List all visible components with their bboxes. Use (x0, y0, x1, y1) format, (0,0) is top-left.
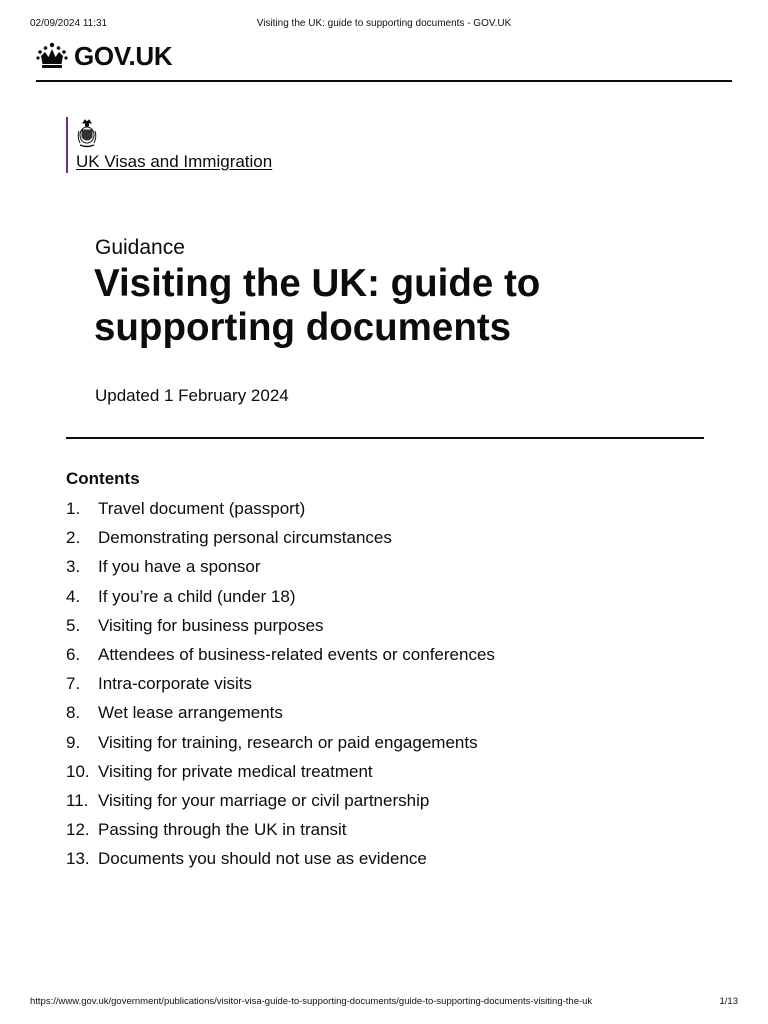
page-title: Visiting the UK: guide to supporting documents (94, 262, 541, 349)
contents-item-number: 6. (66, 644, 81, 664)
contents-item-number: 3. (66, 557, 81, 577)
contents-item[interactable] (66, 789, 686, 818)
contents-item-link[interactable]: Visiting for your marriage or civil partnership (98, 790, 430, 810)
contents-item[interactable] (66, 643, 686, 672)
organisation-logo (66, 117, 272, 173)
contents-item-link[interactable]: Visiting for private medical treatment (98, 761, 373, 781)
contents-item-number: 9. (66, 732, 81, 752)
contents-item[interactable] (66, 701, 686, 730)
updated-date: Updated 1 February 2024 (95, 386, 289, 405)
contents-item-number: 11. (66, 790, 89, 810)
contents-item-link[interactable]: Attendees of business-related events or conferences (98, 644, 495, 664)
document-type-caption: Guidance (95, 236, 185, 259)
contents-item-number: 2. (66, 528, 81, 548)
contents-item-link[interactable]: If you have a sponsor (98, 557, 261, 577)
contents-item[interactable] (66, 585, 686, 614)
contents-item-number: 10. (66, 761, 90, 781)
print-page-number: 1/13 (719, 996, 738, 1007)
contents-item[interactable] (66, 672, 686, 701)
site-header (36, 38, 732, 82)
contents-item[interactable] (66, 614, 686, 643)
contents-item[interactable] (66, 497, 686, 526)
contents-item[interactable] (66, 818, 686, 847)
crown-icon (36, 42, 68, 70)
contents-item-link[interactable]: Visiting for training, research or paid engagements (98, 732, 478, 752)
print-page-title: Visiting the UK: guide to supporting documents - GOV.UK (256, 18, 512, 29)
contents-item-link[interactable]: Demonstrating personal circumstances (98, 528, 392, 548)
contents-item-link[interactable]: Travel document (passport) (98, 499, 306, 518)
contents-item-link[interactable]: Intra-corporate visits (98, 674, 252, 694)
contents-item[interactable] (66, 731, 686, 760)
govuk-logo-text: GOV.UK (74, 41, 173, 71)
govuk-home-link[interactable] (36, 42, 172, 70)
contents-item-link[interactable]: Passing through the UK in transit (98, 820, 347, 840)
contents-item-link[interactable]: If you’re a child (under 18) (98, 586, 296, 606)
royal-arms-crest-icon (76, 117, 98, 149)
contents-heading: Contents (66, 469, 140, 488)
contents-list (66, 497, 686, 876)
contents-item[interactable] (66, 526, 686, 555)
contents-item-number: 7. (66, 674, 81, 694)
contents-item-number: 1. (66, 499, 81, 518)
print-url: https://www.gov.uk/government/publications/visitor-visa-guide-to-supporting-documents/guide-to-supporting-documents-visiting-the-uk (30, 996, 593, 1007)
contents-item[interactable] (66, 847, 686, 876)
contents-item-number: 5. (66, 615, 81, 635)
contents-item-link[interactable]: Documents you should not use as evidence (98, 849, 427, 869)
contents-item[interactable] (66, 555, 686, 584)
contents-item[interactable] (66, 760, 686, 789)
contents-item-number: 4. (66, 586, 81, 606)
contents-item-number: 13. (66, 849, 90, 869)
contents-item-link[interactable]: Wet lease arrangements (98, 703, 283, 723)
organisation-link[interactable]: UK Visas and Immigration (76, 152, 273, 171)
contents-item-number: 12. (66, 820, 90, 840)
section-divider (66, 437, 704, 439)
contents-item-number: 8. (66, 703, 81, 723)
print-datetime: 02/09/2024 11:31 (30, 18, 108, 29)
contents-item-link[interactable]: Visiting for business purposes (98, 615, 324, 635)
